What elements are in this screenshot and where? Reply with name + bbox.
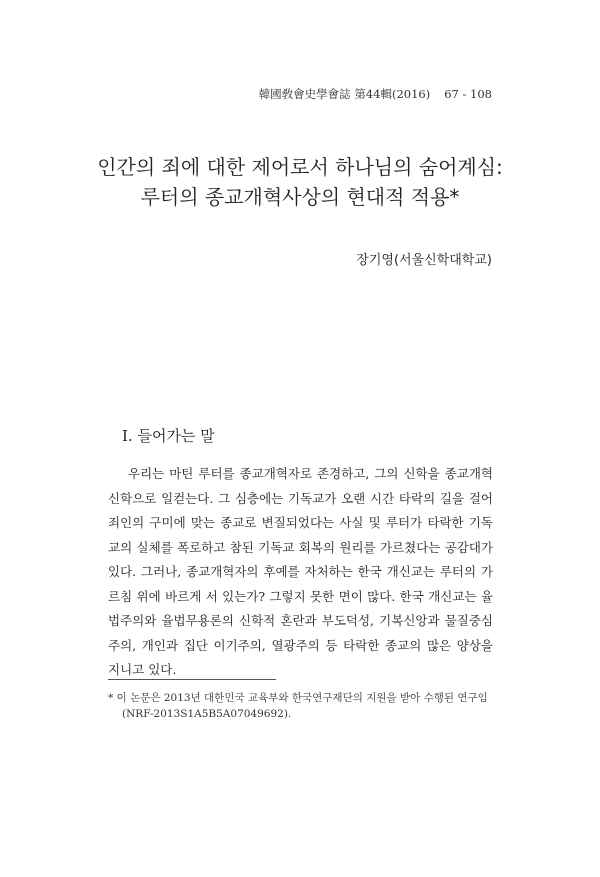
footnote-line-2: (NRF-2013S1A5B5A07049692).	[122, 708, 292, 720]
section-heading: Ⅰ. 들어가는 말	[122, 427, 215, 445]
footnote	[108, 690, 503, 722]
page-range: 67 - 108	[444, 87, 492, 101]
title-line-1: 인간의 죄에 대한 제어로서 하나님의 숨어계심:	[97, 155, 503, 179]
article-title	[0, 152, 600, 212]
footnote-divider	[108, 679, 276, 680]
running-header	[259, 86, 492, 102]
title-line-2: 루터의 종교개혁사상의 현대적 적용*	[140, 185, 460, 209]
journal-name: 韓國敎會史學會誌 第44輯(2016)	[258, 87, 431, 101]
body-paragraph: 우리는 마틴 루터를 종교개혁자로 존경하고, 그의 신학을 종교개혁신학으로 일컫는다. 그 심층에는 기독교가 오랜 시간 타락의 길을 걸어 죄인의 구미에 맞는 종교로 변질되었다는 사실 및 루터가 타락한 기독교의 실체를 폭로하고 참된 기독교 회복의 원리를 가르쳤다는 공감대가 있다. 그러나, 종교개혁자의 후예를 자처하는 한국 개신교는 루터의 가르침 위에 바르게 서 있는가? 그렇지 못한 면이 많다. 한국 개신교는 율법주의와 율법무용론의 신학적 혼란과 부도덕성, 기복신앙과 물질중심주의, 개인과 집단 이기주의, 열광주의 등 타락한 종교의 많은 양상을 지니고 있다.	[108, 466, 493, 677]
footnote-line-1: * 이 논문은 2013년 대한민국 교육부와 한국연구재단의 지원을 받아 수행된 연구임	[108, 692, 488, 704]
author-affiliation: 장기영(서울신학대학교)	[356, 253, 492, 268]
